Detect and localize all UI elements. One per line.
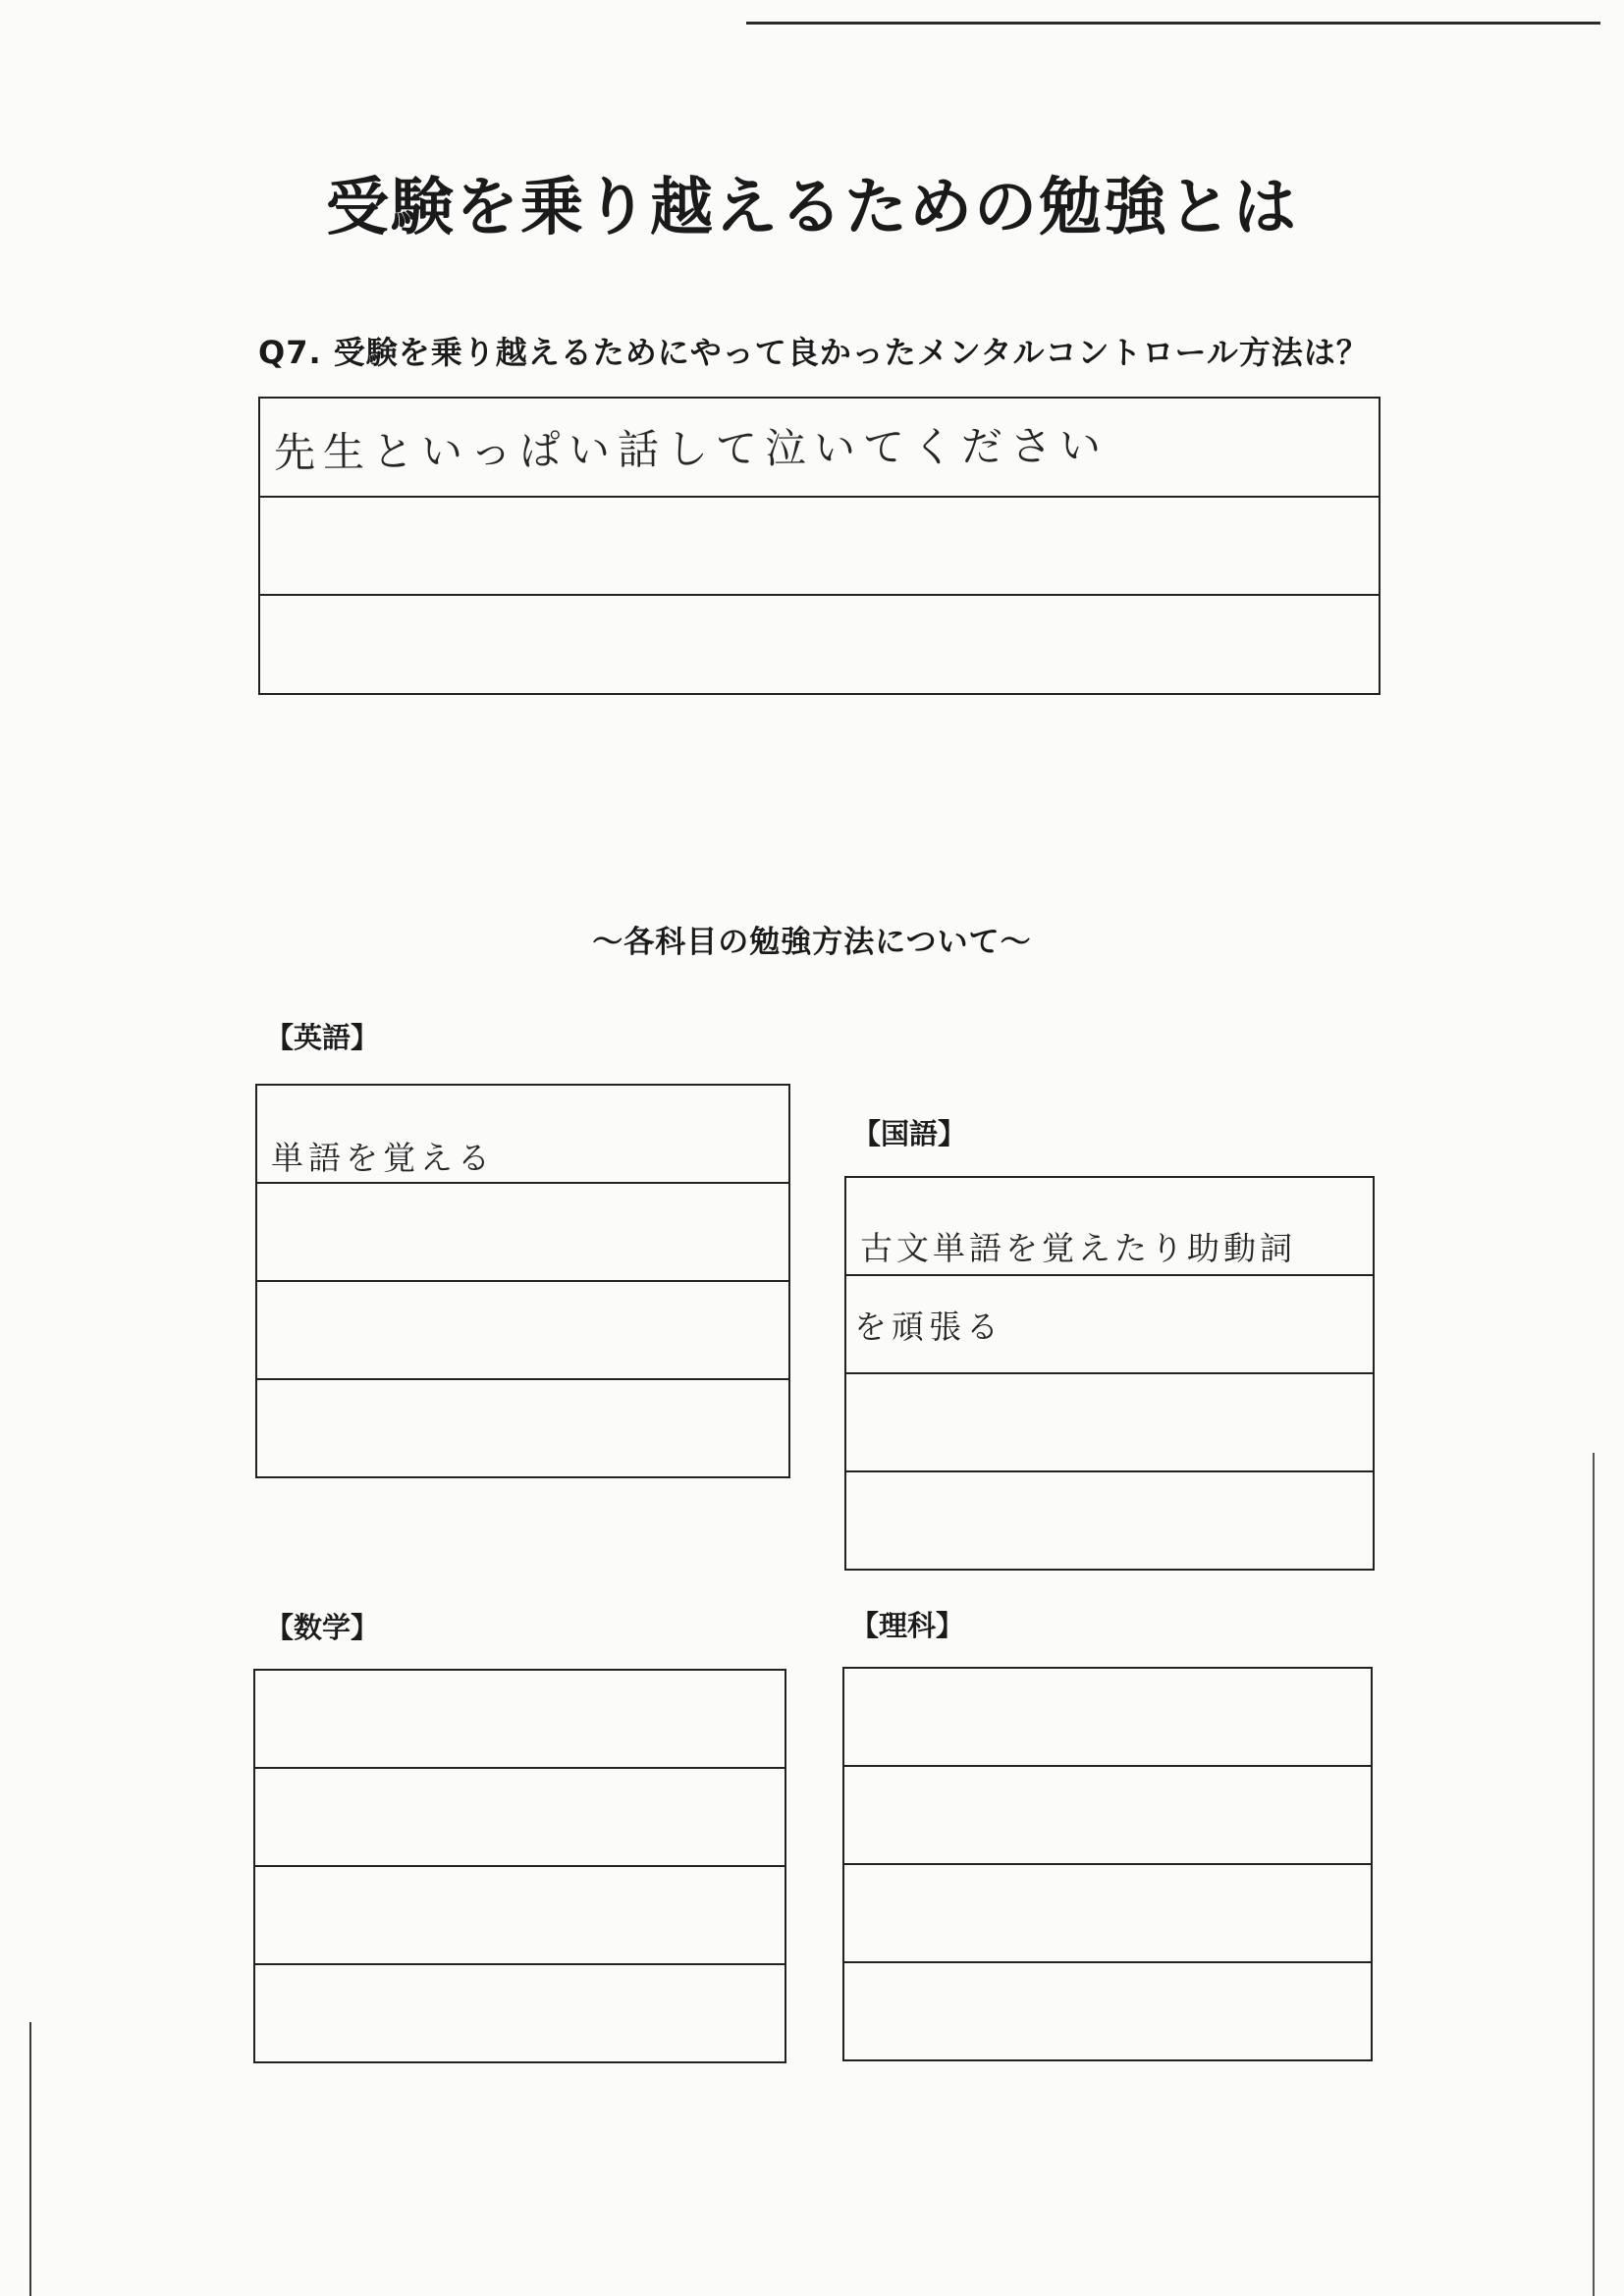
math-answer-box: [253, 1669, 786, 2063]
answer-line: [846, 1178, 1373, 1276]
answer-line: [257, 1380, 788, 1476]
q7-answer-box: [258, 397, 1380, 695]
answer-line: [844, 1865, 1371, 1963]
handwritten-answer: 先生といっぱい話して泣いてください: [273, 421, 1110, 477]
answer-line: [844, 1767, 1371, 1865]
answer-line: [257, 1282, 788, 1380]
answer-line: [846, 1472, 1373, 1569]
science-label: 【理科】: [850, 1609, 965, 1642]
answer-line: [260, 498, 1379, 597]
answer-line: [260, 399, 1379, 498]
q7-question: Q7. 受験を乗り越えるためにやって良かったメンタルコントロール方法は？: [258, 334, 1369, 371]
english-label: 【英語】: [265, 1021, 380, 1054]
scan-edge-left: [29, 2022, 31, 2296]
english-answer-box: [255, 1084, 790, 1478]
answer-line: [255, 1671, 785, 1769]
answer-line: [846, 1276, 1373, 1374]
answer-line: [844, 1669, 1371, 1767]
answer-line: [844, 1963, 1371, 2059]
answer-line: [257, 1086, 788, 1184]
science-answer-box: [842, 1667, 1373, 2061]
answer-line: [846, 1374, 1373, 1472]
handwritten-answer: 古文単語を覚えたり助動詞: [860, 1228, 1296, 1267]
math-label: 【数学】: [265, 1611, 380, 1644]
answer-line: [257, 1184, 788, 1282]
handwritten-answer: 単語を覚える: [271, 1138, 495, 1177]
answer-line: [255, 1769, 785, 1867]
scan-edge-right: [1593, 1453, 1595, 2296]
japanese-label: 【国語】: [852, 1117, 967, 1150]
scan-edge-top: [746, 22, 1600, 25]
answer-line: [255, 1867, 785, 1965]
japanese-answer-box: [844, 1176, 1375, 1571]
page-title: 受験を乗り越えるための勉強とは: [326, 172, 1298, 244]
handwritten-answer: を頑張る: [854, 1307, 1003, 1346]
answer-line: [255, 1965, 785, 2061]
section-heading: 〜各科目の勉強方法について〜: [592, 925, 1032, 960]
answer-line: [260, 596, 1379, 693]
